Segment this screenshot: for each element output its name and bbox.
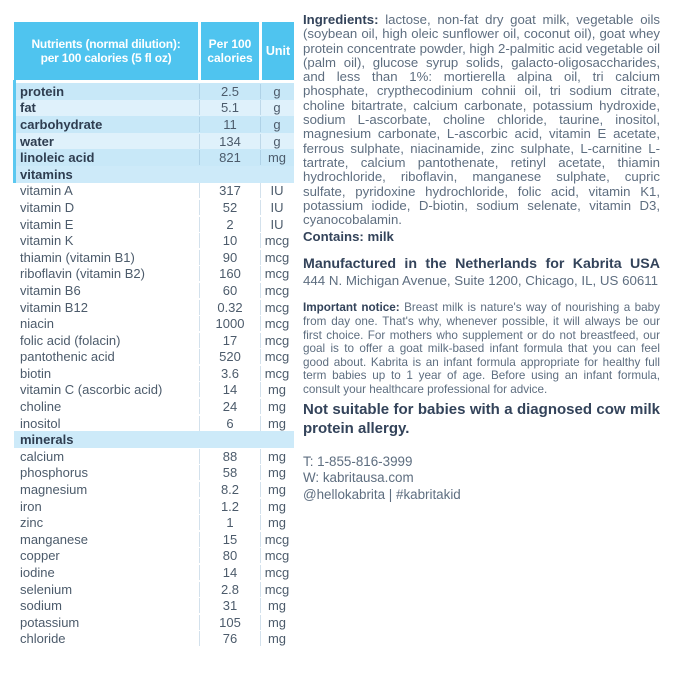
- nutrient-unit: IU: [270, 216, 284, 232]
- nutrient-name: copper: [20, 548, 60, 564]
- table-row: [14, 100, 294, 117]
- nutrient-unit: mg: [267, 382, 287, 398]
- nutrient-name: choline: [20, 399, 62, 415]
- nutrient-value: 0.32: [199, 300, 261, 315]
- header-unit-label: Unit: [265, 43, 291, 58]
- nutrient-name: folic acid (folacin): [20, 332, 121, 348]
- nutrient-name: selenium: [20, 581, 73, 597]
- manufacturer-address: 444 N. Michigan Avenue, Suite 1200, Chicago, IL, US 60611: [303, 273, 659, 289]
- nutrient-unit: mg: [267, 448, 287, 464]
- nutrient-name: iodine: [20, 565, 55, 581]
- table-row: [14, 514, 294, 531]
- header-per100-line1: Per 100: [208, 36, 252, 51]
- nutrient-unit: IU: [270, 199, 284, 215]
- contact-block: [303, 454, 660, 504]
- nutrient-value: 1000: [199, 316, 261, 331]
- nutrient-name: vitamin E: [20, 216, 74, 232]
- table-left-accent-bar: [13, 80, 16, 183]
- table-header-unit: [262, 22, 294, 80]
- nutrient-value: 58: [199, 465, 261, 480]
- nutrient-value: 2.5: [199, 84, 261, 99]
- nutrient-name: vitamins: [20, 166, 73, 182]
- table-row: [14, 116, 294, 133]
- nutrient-value: 3.6: [199, 366, 261, 381]
- nutrient-value: 8.2: [199, 482, 261, 497]
- table-row: [14, 266, 294, 283]
- table-row: [14, 216, 294, 233]
- not-suitable-warning: Not suitable for babies with a diagnosed cow milk protein allergy.: [303, 400, 660, 438]
- nutrient-value: 1: [199, 515, 261, 530]
- nutrient-value: 5.1: [199, 100, 261, 115]
- nutrient-value: 76: [199, 631, 261, 646]
- nutrient-unit: mcg: [264, 299, 290, 315]
- table-row: [14, 199, 294, 216]
- table-row: [14, 564, 294, 581]
- nutrient-value: 90: [199, 250, 261, 265]
- contact-social: @hellokabrita | #kabritakid: [303, 487, 461, 503]
- nutrient-value: 317: [199, 183, 261, 198]
- table-body: [14, 83, 294, 647]
- table-row: [14, 481, 294, 498]
- nutrient-unit: g: [273, 116, 281, 132]
- nutrient-unit: mcg: [264, 548, 290, 564]
- table-header-per-100-calories: [201, 22, 259, 80]
- important-notice-text: Breast milk is nature's way of nourishing a baby from day one. That's why, whenever possible, it will always be our first choice. For mothers who supplement or do not breastfeed, our goal is to offer a goat milk-based infant formula that you can feel good about. Kabrita is an infant formula appropriate for healthy full term babies up to 1 year of age. Before using an infant formula, consult your healthcare professional for advice.: [303, 301, 660, 397]
- nutrient-unit: mcg: [264, 282, 290, 298]
- nutrient-name: niacin: [20, 316, 54, 332]
- nutrient-value: 24: [199, 399, 261, 414]
- nutrient-unit: mg: [267, 614, 287, 630]
- nutrient-unit: mg: [267, 598, 287, 614]
- nutrient-name: vitamin D: [20, 199, 75, 215]
- nutrient-unit: mcg: [264, 249, 290, 265]
- table-row: [14, 232, 294, 249]
- nutrient-value: 821: [199, 150, 261, 165]
- nutrient-name: manganese: [20, 531, 88, 547]
- nutrient-name: vitamin A: [20, 183, 73, 199]
- nutrient-name: potassium: [20, 614, 80, 630]
- manufactured-heading: Manufactured in the Netherlands for Kabrita USA: [303, 256, 660, 273]
- nutrient-name: protein: [20, 83, 65, 99]
- nutrient-name: calcium: [20, 448, 65, 464]
- nutrient-value: 31: [199, 598, 261, 613]
- nutrient-unit: mcg: [264, 332, 290, 348]
- nutrient-name: biotin: [20, 365, 52, 381]
- important-notice-label: Important notice:: [303, 301, 405, 315]
- nutrient-name: zinc: [20, 515, 44, 531]
- section-header-row: [14, 166, 294, 183]
- nutrient-unit: mg: [267, 415, 287, 431]
- table-row: [14, 332, 294, 349]
- nutrient-name: vitamin B6: [20, 282, 81, 298]
- table-row: [14, 149, 294, 166]
- nutrient-name: minerals: [20, 432, 74, 448]
- nutrient-name: magnesium: [20, 482, 88, 498]
- nutrients-table: [14, 22, 294, 647]
- table-row: [14, 548, 294, 565]
- contact-website: W: kabritausa.com: [303, 470, 414, 486]
- table-header-row: [14, 22, 294, 80]
- nutrient-name: water: [20, 133, 54, 149]
- nutrient-name: fat: [20, 100, 36, 116]
- nutrient-name: riboflavin (vitamin B2): [20, 266, 145, 282]
- nutrient-unit: g: [273, 100, 281, 116]
- nutrient-unit: mcg: [264, 581, 290, 597]
- nutrient-name: inositol: [20, 415, 61, 431]
- nutrient-name: vitamin C (ascorbic acid): [20, 382, 163, 398]
- table-row: [14, 365, 294, 382]
- nutrient-unit: mcg: [264, 233, 290, 249]
- table-row: [14, 581, 294, 598]
- nutrient-name: chloride: [20, 631, 66, 647]
- table-row: [14, 349, 294, 366]
- nutrient-value: 105: [199, 615, 261, 630]
- nutrient-unit: mg: [267, 150, 287, 166]
- table-header-nutrients: [14, 22, 198, 80]
- ingredients-paragraph: [303, 13, 660, 227]
- nutrient-value: 160: [199, 266, 261, 281]
- table-row: [14, 83, 294, 100]
- nutrient-unit: mg: [267, 482, 287, 498]
- nutrient-unit: mcg: [264, 565, 290, 581]
- header-nutrients-line2: per 100 calories (5 fl oz): [40, 51, 172, 65]
- nutrient-value: 11: [199, 117, 261, 132]
- nutrient-unit: mcg: [264, 316, 290, 332]
- nutrient-value: 14: [199, 382, 261, 397]
- table-row: [14, 299, 294, 316]
- important-notice-paragraph: [303, 301, 660, 396]
- contact-phone: T: 1-855-816-3999: [303, 453, 413, 469]
- table-row: [14, 614, 294, 631]
- nutrient-value: 520: [199, 349, 261, 364]
- nutrient-value: 2.8: [199, 582, 261, 597]
- nutrient-name: vitamin B12: [20, 299, 88, 315]
- nutrient-unit: mcg: [264, 365, 290, 381]
- nutrient-unit: mg: [267, 515, 287, 531]
- ingredients-text: lactose, non-fat dry goat milk, vegetable oils (soybean oil, high oleic sunflower oil, coconut oil), goat whey protein concentrate powder, high 2-palmitic acid vegetable oil (palm oil), glucose syrup solids, galacto-oligosaccharides, and less than 1%: mortierella alpina oil, tri calcium phosphate, crypthecodinium cohnii oil, tri sodium citrate, choline bitartrate, calcium carbonate, potassium hydroxide, sodium L-ascorbate, choline chloride, taurine, inositol, magnesium carbonate, L-ascorbic acid, vitamin E acetate, ferrous sulphate, niacinamide, zinc sulphate, L-carnitine L-tartrate, calcium pantothenate, retinyl acetate, thiamin hydrochloride, riboflavin, manganese sulphate, cupric sulfate, pyridoxine hydrochloride, folic acid, vitamin K1, potassium iodide, D-biotin, sodium selenate, vitamin D3, cyanocobalamin.: [303, 12, 661, 228]
- table-row: [14, 415, 294, 432]
- nutrient-value: 15: [199, 532, 261, 547]
- nutrient-value: 10: [199, 233, 261, 248]
- nutrient-value: 134: [199, 134, 261, 149]
- nutrient-value: 88: [199, 449, 261, 464]
- nutrient-unit: mg: [267, 399, 287, 415]
- nutrient-name: phosphorus: [20, 465, 88, 481]
- header-per100-line2: calories: [207, 51, 253, 65]
- nutrient-unit: g: [273, 83, 281, 99]
- contains-statement: Contains: milk: [303, 229, 394, 245]
- ingredients-label: Ingredients:: [303, 12, 386, 27]
- nutrient-value: 60: [199, 283, 261, 298]
- table-row: [14, 382, 294, 399]
- table-row: [14, 465, 294, 482]
- nutrient-unit: g: [273, 133, 281, 149]
- nutrient-name: linoleic acid: [20, 150, 95, 166]
- section-header-row: [14, 431, 294, 448]
- nutrient-value: 2: [199, 217, 261, 232]
- table-row: [14, 597, 294, 614]
- nutrient-name: iron: [20, 498, 42, 514]
- nutrient-name: pantothenic acid: [20, 349, 115, 365]
- table-row: [14, 133, 294, 150]
- nutrient-unit: mcg: [264, 531, 290, 547]
- table-row: [14, 498, 294, 515]
- table-row: [14, 249, 294, 266]
- header-nutrients-line1: Nutrients (normal dilution):: [31, 36, 181, 51]
- nutrient-name: sodium: [20, 598, 62, 614]
- table-row: [14, 398, 294, 415]
- nutrient-value: 6: [199, 416, 261, 431]
- nutrient-name: carbohydrate: [20, 116, 103, 132]
- nutrient-value: 14: [199, 565, 261, 580]
- nutrient-unit: mg: [267, 631, 287, 647]
- nutrient-name: thiamin (vitamin B1): [20, 249, 135, 265]
- nutrient-unit: mcg: [264, 266, 290, 282]
- table-row: [14, 448, 294, 465]
- table-row: [14, 315, 294, 332]
- nutrient-value: 80: [199, 548, 261, 563]
- label-text-column: [303, 13, 660, 504]
- table-row: [14, 531, 294, 548]
- nutrient-unit: mcg: [264, 349, 290, 365]
- nutrient-unit: mg: [267, 465, 287, 481]
- table-row: [14, 282, 294, 299]
- table-row: [14, 183, 294, 200]
- table-row: [14, 631, 294, 648]
- nutrient-value: 1.2: [199, 499, 261, 514]
- nutrient-value: 17: [199, 333, 261, 348]
- nutrient-value: 52: [199, 200, 261, 215]
- nutrient-name: vitamin K: [20, 233, 74, 249]
- nutrient-unit: mg: [267, 498, 287, 514]
- nutrient-unit: IU: [270, 183, 284, 199]
